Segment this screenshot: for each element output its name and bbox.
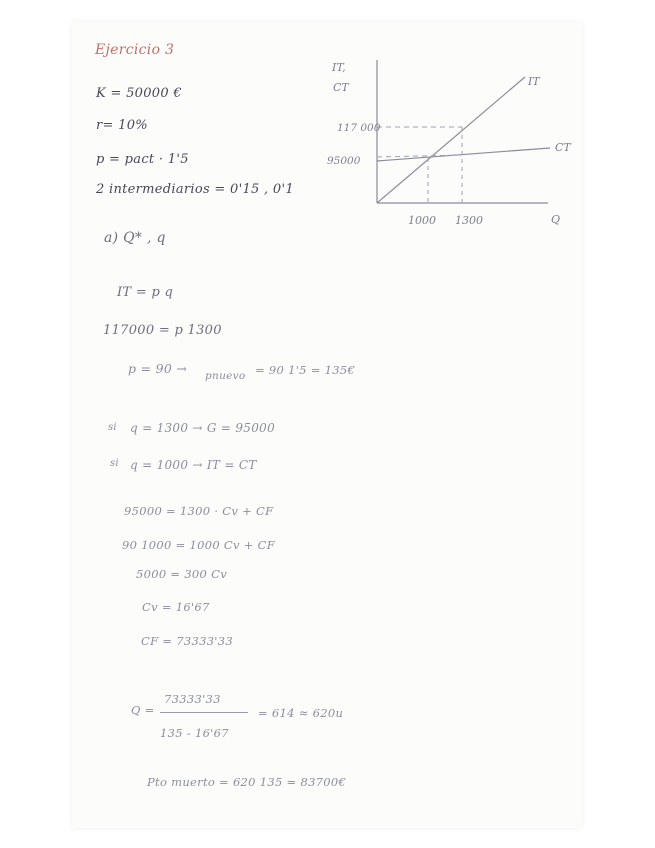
line-eq2: 90 1000 = 1000 Cv + CF	[122, 538, 276, 552]
fraction-bar	[160, 712, 248, 713]
line-eq3: 5000 = 300 Cv	[136, 567, 228, 581]
graph-it-label: IT	[528, 75, 540, 88]
graph-ct-line	[377, 148, 550, 161]
exercise-title: Ejercicio 3	[95, 42, 175, 58]
line-price-new-label: pnuevo	[205, 370, 246, 382]
fraction-q-prefix: Q =	[131, 703, 155, 717]
line-117000: 117000 = p 1300	[103, 323, 222, 338]
given-capital: K = 50000 €	[96, 86, 182, 101]
graph-x-tick-1000: 1000	[408, 214, 436, 227]
line-si-2-label: si	[110, 458, 119, 469]
given-price: p = pact · 1'5	[96, 152, 189, 167]
fraction-denominator: 135 - 16'67	[160, 726, 229, 740]
given-intermediaries: 2 intermediarios = 0'15 , 0'1	[96, 182, 294, 197]
line-cv: Cv = 16'67	[142, 600, 210, 614]
graph-y-tick-95000: 95000	[327, 155, 361, 167]
graph-y-label-1: IT,	[332, 61, 346, 74]
line-cf: CF = 73333'33	[141, 634, 234, 648]
graph-ct-label: CT	[555, 141, 571, 154]
graph-x-tick-1300: 1300	[455, 214, 483, 227]
graph-it-line	[377, 77, 525, 203]
graph-y-tick-117000: 117 000	[337, 122, 381, 134]
line-q1300: q = 1300 → G = 95000	[130, 421, 276, 435]
line-price-new-value: = 90 1'5 = 135€	[255, 363, 356, 377]
given-rate: r= 10%	[96, 118, 148, 133]
line-price: p = 90 →	[128, 361, 188, 376]
line-pto-muerto: Pto muerto = 620 135 = 83700€	[147, 775, 347, 789]
graph-y-label-2: CT	[333, 81, 349, 94]
line-it-equation: IT = p q	[117, 285, 174, 300]
fraction-numerator: 73333'33	[164, 692, 221, 706]
line-eq1: 95000 = 1300 · Cv + CF	[124, 504, 274, 518]
line-si-1-label: si	[108, 422, 117, 433]
fraction-result: = 614 ≈ 620u	[258, 706, 344, 720]
part-a-heading: a) Q* , q	[104, 230, 166, 246]
line-q1000: q = 1000 → IT = CT	[130, 458, 257, 472]
graph-x-axis-label: Q	[551, 213, 561, 226]
